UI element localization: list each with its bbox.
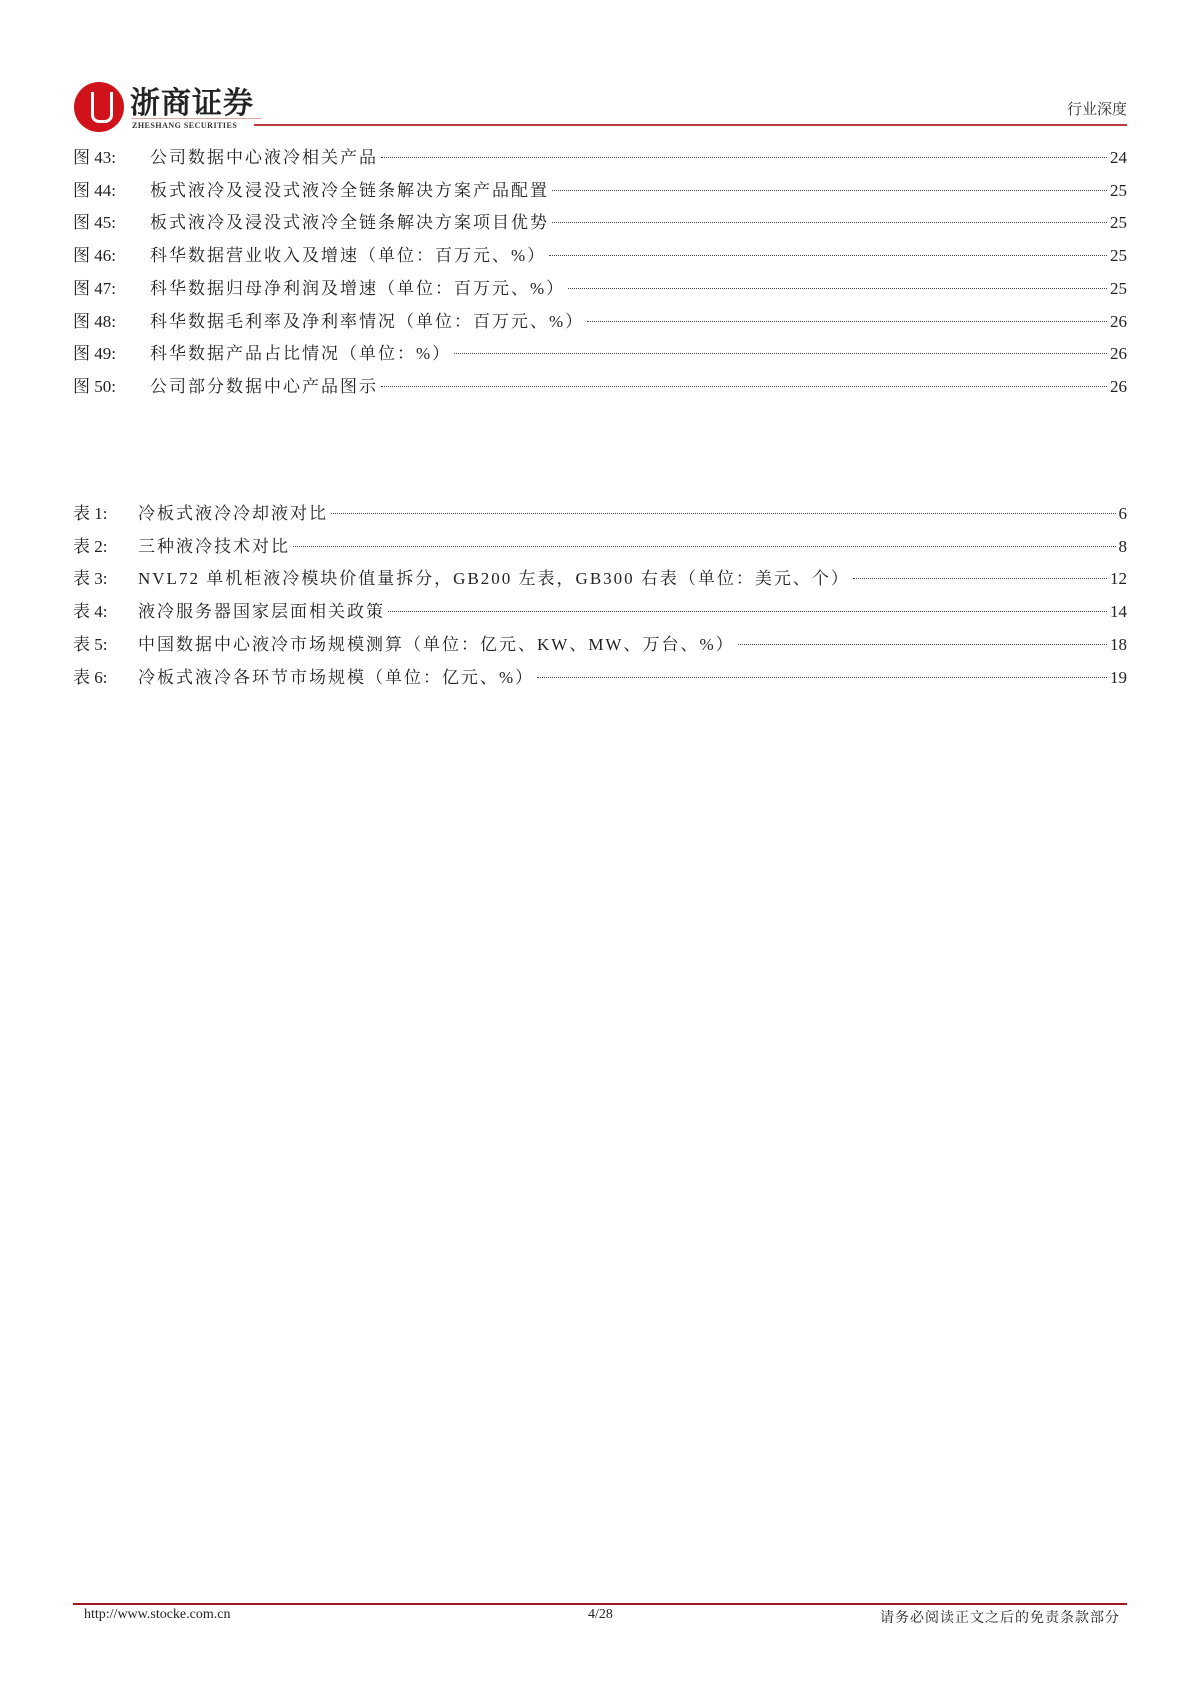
toc-label: 图 44: [73, 180, 116, 200]
toc-leader-dots [381, 157, 1107, 158]
toc-title: 科华数据营业收入及增速（单位：百万元、%） [150, 246, 547, 266]
toc-label: 图 45: [73, 213, 116, 233]
toc-entry[interactable] [73, 146, 1127, 170]
toc-title: 科华数据产品占比情况（单位：%） [150, 344, 452, 364]
page-number: 4/28 [588, 1607, 613, 1622]
toc-page: 14 [1110, 602, 1127, 622]
toc-title: 中国数据中心液冷市场规模测算（单位：亿元、KW、MW、万台、%） [138, 634, 735, 654]
toc-title: 公司数据中心液冷相关产品 [150, 148, 378, 167]
toc-label: 表 2: [73, 536, 108, 556]
toc-leader-dots [552, 190, 1107, 191]
toc-title: 冷板式液冷各环节市场规模（单位：亿元、%） [138, 667, 535, 687]
toc-label: 图 49: [73, 344, 116, 364]
toc-leader-dots [331, 513, 1116, 514]
logo-divider [132, 118, 262, 119]
toc-entry[interactable] [73, 502, 1127, 526]
logo-text-en: ZHESHANG SECURITIES [132, 121, 238, 130]
toc-label: 图 46: [73, 246, 116, 266]
toc-label: 图 48: [73, 311, 116, 331]
toc-page: 18 [1110, 634, 1127, 654]
toc-title: 板式液冷及浸没式液冷全链条解决方案产品配置 [150, 180, 549, 200]
footer-divider [73, 1603, 1127, 1605]
report-type: 行业深度 [1066, 102, 1127, 118]
toc-entry[interactable] [73, 633, 1127, 657]
toc-entry[interactable] [73, 567, 1127, 591]
toc-entry[interactable] [73, 375, 1127, 399]
toc-page: 26 [1110, 344, 1127, 364]
toc-leader-dots [454, 353, 1107, 354]
company-logo [74, 78, 274, 138]
toc-page: 26 [1110, 376, 1127, 396]
toc-leader-dots [738, 644, 1107, 645]
toc-entry[interactable] [73, 666, 1127, 690]
toc-leader-dots [853, 578, 1107, 579]
toc-title: 三种液冷技术对比 [138, 536, 290, 556]
logo-text-cn: 浙商证券 [130, 86, 254, 121]
toc-entry[interactable] [73, 179, 1127, 203]
toc-label: 表 4: [73, 602, 108, 622]
toc-leader-dots [381, 386, 1107, 387]
toc-entry[interactable] [73, 244, 1127, 268]
toc-label: 图 50: [73, 376, 116, 396]
toc-entry[interactable] [73, 600, 1127, 624]
footer-url[interactable]: http://www.stocke.com.cn [84, 1607, 231, 1622]
header-divider [254, 124, 1127, 126]
toc-page: 25 [1110, 278, 1127, 298]
toc-label: 表 3: [73, 569, 108, 589]
toc-entry[interactable] [73, 211, 1127, 235]
toc-entry[interactable] [73, 310, 1127, 334]
toc-leader-dots [587, 321, 1107, 322]
toc-entry[interactable] [73, 535, 1127, 559]
toc-entry[interactable] [73, 277, 1127, 301]
toc-leader-dots [293, 546, 1116, 547]
toc-page: 24 [1110, 148, 1127, 167]
logo-emblem-icon [74, 82, 124, 132]
toc-leader-dots [388, 611, 1107, 612]
toc-leader-dots [552, 222, 1107, 223]
toc-page: 26 [1110, 311, 1127, 331]
toc-label: 表 5: [73, 634, 108, 654]
toc-title: 科华数据毛利率及净利率情况（单位：百万元、%） [150, 311, 585, 331]
toc-leader-dots [537, 677, 1107, 678]
toc-label: 表 6: [73, 667, 108, 687]
toc-title: 公司部分数据中心产品图示 [150, 376, 378, 396]
toc-page: 25 [1110, 246, 1127, 266]
toc-entry[interactable] [73, 342, 1127, 366]
toc-label: 图 47: [73, 278, 116, 298]
toc-page: 19 [1110, 667, 1127, 687]
toc-title: 冷板式液冷冷却液对比 [138, 504, 328, 523]
footer-disclaimer: 请务必阅读正文之后的免责条款部分 [880, 1611, 1120, 1626]
toc-label: 图 43: [73, 148, 116, 167]
toc-page: 8 [1118, 536, 1127, 556]
toc-page: 12 [1110, 569, 1127, 589]
toc-title: 板式液冷及浸没式液冷全链条解决方案项目优势 [150, 213, 549, 233]
toc-title: NVL72 单机柜液冷模块价值量拆分，GB200 左表，GB300 右表（单位：美元、个） [138, 569, 850, 589]
toc-leader-dots [568, 288, 1107, 289]
toc-page: 25 [1110, 213, 1127, 233]
toc-title: 液冷服务器国家层面相关政策 [138, 602, 385, 622]
toc-page: 6 [1118, 504, 1127, 523]
toc-label: 表 1: [73, 504, 108, 523]
toc-page: 25 [1110, 180, 1127, 200]
toc-leader-dots [549, 255, 1107, 256]
toc-title: 科华数据归母净利润及增速（单位：百万元、%） [150, 278, 566, 298]
